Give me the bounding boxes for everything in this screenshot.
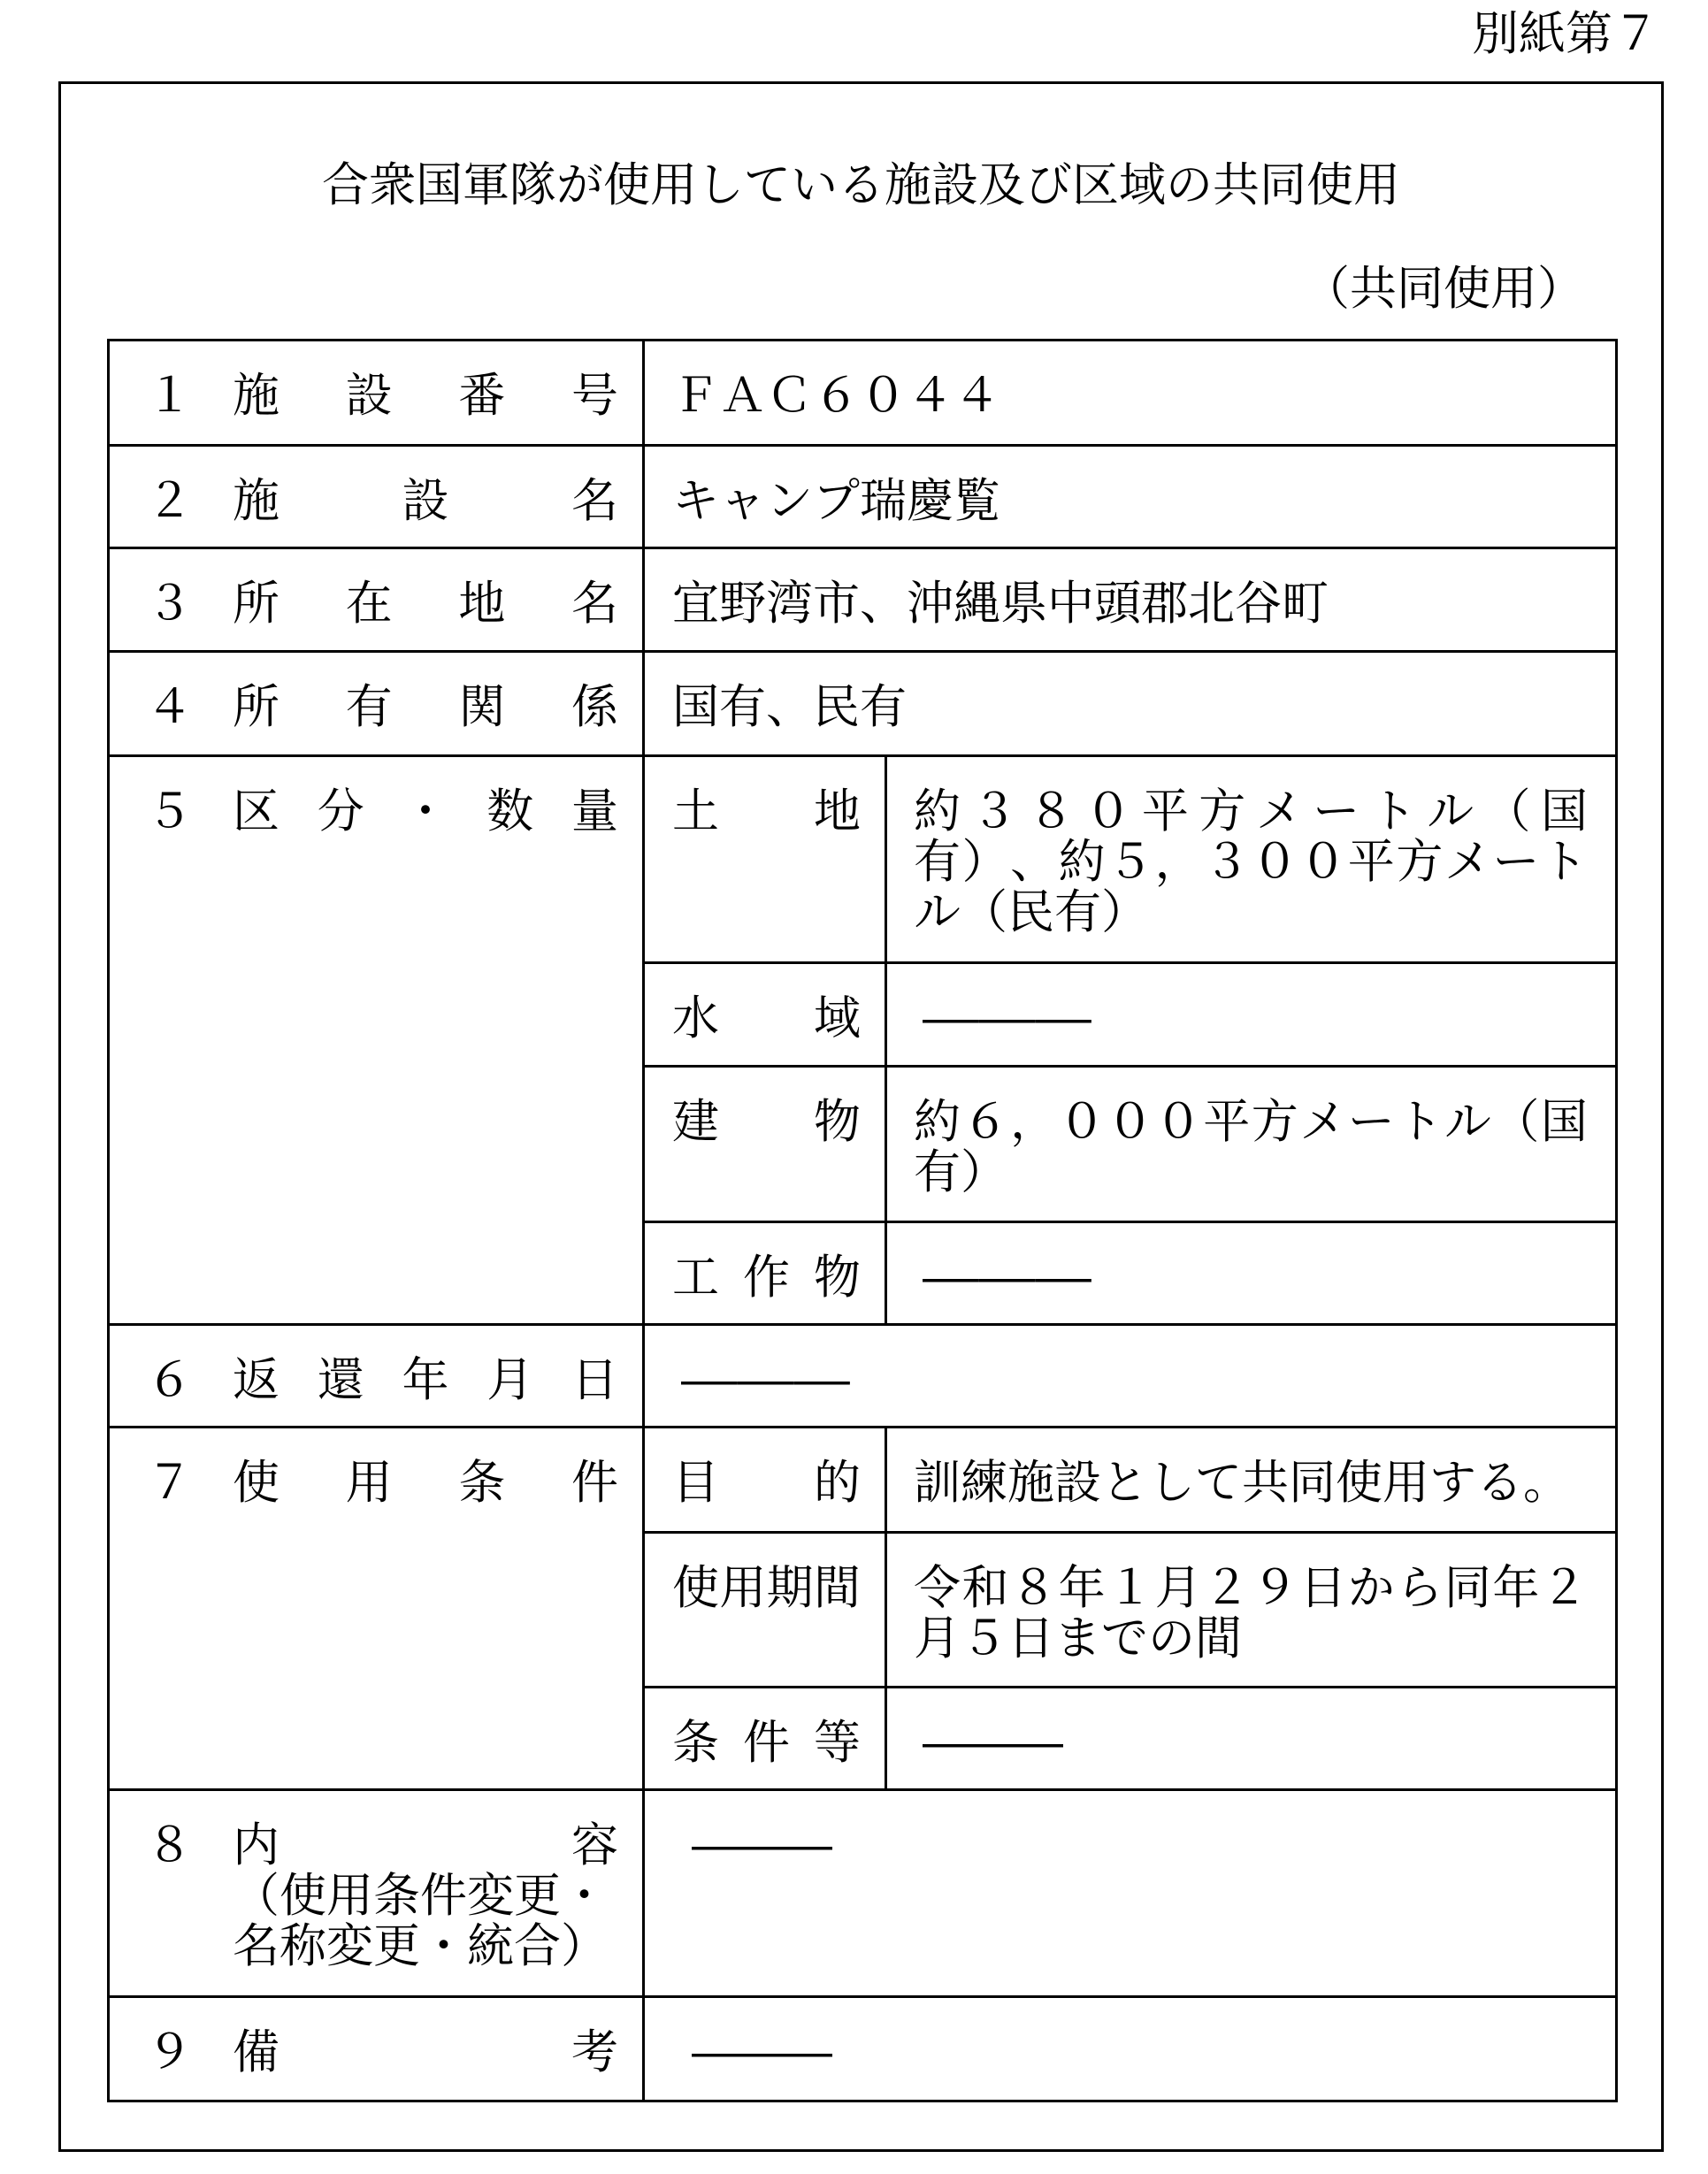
- purpose-label-cell: [644, 1428, 886, 1533]
- text-char: ・: [402, 785, 449, 838]
- text-char: メ: [1444, 835, 1491, 889]
- row-remarks: [109, 1997, 1617, 2101]
- text-char: 方: [1251, 1095, 1298, 1149]
- text-char: ル: [1444, 1095, 1491, 1149]
- text-char: 使: [672, 1561, 719, 1615]
- text-char: 間: [813, 1561, 861, 1615]
- land-value: [886, 756, 1617, 963]
- remarks-value: [644, 1997, 1617, 2101]
- value-line: 有）: [914, 1145, 1007, 1199]
- facility-name-value: キャンプ瑞慶覧: [644, 446, 1617, 548]
- none-dash: ―――: [923, 991, 1091, 1045]
- ownership-value: 国有、民有: [644, 652, 1617, 756]
- text-char: 平: [1203, 1095, 1251, 1149]
- attachment-label: 別紙第７: [1472, 7, 1659, 61]
- text-char: １: [1107, 1561, 1154, 1615]
- text-char: 約: [914, 785, 961, 838]
- text-char: 月: [1154, 1561, 1202, 1615]
- text-char: 地: [458, 577, 506, 631]
- location-label-cell: [109, 548, 644, 652]
- text-char: 数: [486, 785, 534, 838]
- period-value: [886, 1533, 1617, 1688]
- text-char: ３: [1203, 835, 1251, 889]
- text-char: ）: [961, 835, 1009, 889]
- text-char: ６: [961, 1095, 1009, 1149]
- return-date-value: [644, 1325, 1617, 1428]
- text-char: （: [1492, 1095, 1540, 1149]
- text-char: 件: [743, 1716, 790, 1770]
- text-char: ー: [1347, 1095, 1395, 1149]
- buildings-value: [886, 1067, 1617, 1222]
- text-char: ル: [1427, 785, 1474, 838]
- text-char: ー: [1313, 785, 1360, 838]
- text-char: ト: [1540, 835, 1588, 889]
- sub-label: [672, 786, 861, 837]
- text-char: ３: [970, 785, 1018, 838]
- item-label: [233, 578, 618, 629]
- text-char: 期: [766, 1561, 814, 1615]
- text-char: 国: [1540, 1095, 1588, 1149]
- text-char: 約: [914, 1095, 961, 1149]
- sub-label: [672, 1718, 861, 1768]
- text-char: 年: [1492, 1561, 1540, 1615]
- ownership-label-cell: [109, 652, 644, 756]
- text-char: 水: [672, 991, 719, 1045]
- item-number: ３: [146, 577, 193, 631]
- item-number: ５: [146, 785, 193, 838]
- text-char: ，: [1154, 835, 1202, 889]
- row-facility-number: [109, 341, 1617, 446]
- period-label-cell: [644, 1533, 886, 1688]
- text-char: 平: [1347, 835, 1395, 889]
- none-dash: ―――: [692, 1818, 832, 1872]
- text-char: ー: [1492, 835, 1540, 889]
- sub-label: [672, 1097, 861, 1147]
- item-number: ２: [146, 474, 193, 528]
- content-value: [644, 1790, 1617, 1997]
- item-label: [233, 682, 618, 732]
- text-char: 備: [233, 2025, 280, 2079]
- text-char: ０: [1299, 835, 1347, 889]
- value-line: [914, 1563, 1588, 1613]
- text-char: 年: [1058, 1561, 1106, 1615]
- sub-label: [672, 993, 861, 1044]
- none-dash: ―――: [692, 2025, 832, 2079]
- item-number: ７: [146, 1456, 193, 1510]
- text-char: ら: [1396, 1561, 1444, 1615]
- item-label: [233, 476, 618, 526]
- text-char: 物: [814, 1251, 861, 1305]
- content-label-cell: [109, 1790, 644, 1997]
- structures-label-cell: [644, 1222, 886, 1325]
- location-value: 宜野湾市、沖縄県中頭郡北谷町: [644, 548, 1617, 652]
- item-number: ４: [146, 680, 193, 734]
- text-char: か: [1347, 1561, 1395, 1615]
- sub-label: [672, 1252, 861, 1303]
- text-char: 令: [914, 1561, 961, 1615]
- row-conditions-purpose: [109, 1428, 1617, 1533]
- text-char: 、: [1010, 835, 1058, 889]
- text-char: 同: [1444, 1561, 1491, 1615]
- text-char: ８: [1027, 785, 1075, 838]
- item-label: [233, 371, 618, 421]
- document-subtitle: （共同使用）: [1303, 262, 1584, 316]
- text-char: 設: [345, 369, 393, 423]
- category-quantity-label-cell: [109, 756, 644, 1325]
- text-char: 用: [719, 1561, 767, 1615]
- facility-table: [107, 339, 1618, 2102]
- text-char: ０: [1251, 835, 1298, 889]
- text-char: 分: [317, 785, 364, 838]
- text-char: 的: [814, 1456, 861, 1510]
- text-char: 係: [571, 680, 618, 734]
- text-char: 工: [672, 1251, 719, 1305]
- conditions-label-cell: [109, 1428, 644, 1790]
- text-char: 地: [814, 785, 861, 838]
- text-char: 条: [672, 1716, 719, 1770]
- text-char: 施: [233, 369, 280, 423]
- text-char: ０: [1058, 1095, 1106, 1149]
- item-number: ９: [146, 2025, 193, 2079]
- text-char: 番: [458, 369, 506, 423]
- terms-label-cell: [644, 1688, 886, 1790]
- text-char: 名: [571, 577, 618, 631]
- text-char: 年: [402, 1353, 449, 1407]
- text-char: 平: [1141, 785, 1189, 838]
- text-char: 建: [672, 1095, 719, 1149]
- buildings-label-cell: [644, 1067, 886, 1222]
- text-char: 有: [914, 835, 961, 889]
- text-char: 和: [961, 1561, 1009, 1615]
- item-number: ８: [146, 1818, 193, 1872]
- text-char: 在: [345, 577, 393, 631]
- remarks-label-cell: [109, 1997, 644, 2101]
- text-char: 方: [1199, 785, 1246, 838]
- row-category-land: [109, 756, 1617, 963]
- text-char: ト: [1369, 785, 1417, 838]
- value-line: 月５日までの間: [914, 1611, 1242, 1665]
- value-line: [914, 1097, 1588, 1147]
- row-ownership: [109, 652, 1617, 756]
- item-label: [233, 2027, 618, 2078]
- text-char: 件: [571, 1456, 618, 1510]
- text-char: メ: [1255, 785, 1303, 838]
- text-char: ０: [1107, 1095, 1154, 1149]
- item-number: ６: [146, 1353, 193, 1407]
- text-char: 内: [233, 1818, 280, 1872]
- text-char: 使: [233, 1456, 280, 1510]
- text-char: 条: [458, 1456, 506, 1510]
- text-char: ト: [1396, 1095, 1444, 1149]
- text-char: 用: [345, 1456, 393, 1510]
- text-char: 考: [571, 2025, 618, 2079]
- water-area-value: [886, 963, 1617, 1067]
- text-char: 国: [1540, 785, 1588, 838]
- text-char: ９: [1251, 1561, 1298, 1615]
- purpose-value: [886, 1428, 1617, 1533]
- text-char: 月: [486, 1353, 534, 1407]
- text-char: 日: [571, 1353, 618, 1407]
- row-content: [109, 1790, 1617, 1997]
- text-char: 方: [1396, 835, 1444, 889]
- text-char: ０: [1154, 1095, 1202, 1149]
- row-facility-name: [109, 446, 1617, 548]
- text-char: 物: [814, 1095, 861, 1149]
- text-char: ８: [1010, 1561, 1058, 1615]
- text-char: ２: [1203, 1561, 1251, 1615]
- return-date-label-cell: [109, 1325, 644, 1428]
- none-dash: ―――: [923, 1251, 1091, 1305]
- text-char: 所: [233, 577, 280, 631]
- none-dash: ―――: [923, 1716, 1063, 1770]
- text-char: 有: [345, 680, 393, 734]
- text-char: 所: [233, 680, 280, 734]
- value-line: [914, 786, 1588, 837]
- item-label: [233, 1458, 618, 1508]
- text-char: 施: [233, 474, 280, 528]
- facility-name-label-cell: [109, 446, 644, 548]
- sub-label: [672, 1563, 861, 1613]
- text-char: 量: [571, 785, 618, 838]
- text-char: 等: [814, 1716, 861, 1770]
- value-line: ル（民有）: [914, 885, 1148, 939]
- water-area-label-cell: [644, 963, 886, 1067]
- item-label: [233, 1355, 618, 1405]
- text-char: ５: [1107, 835, 1154, 889]
- facility-number-value: ＦＡＣ６０４４: [644, 341, 1617, 446]
- text-char: 号: [571, 369, 618, 423]
- text-char: 関: [458, 680, 506, 734]
- value-line: [914, 837, 1588, 887]
- item-note-line: 名称変更・統合）: [233, 1919, 608, 1973]
- text-char: 目: [672, 1456, 719, 1510]
- land-label-cell: [644, 756, 886, 963]
- text-char: 日: [1299, 1561, 1347, 1615]
- text-char: 容: [571, 1818, 618, 1872]
- text-char: 域: [814, 991, 861, 1045]
- item-number: １: [146, 369, 193, 423]
- text-char: 約: [1058, 835, 1106, 889]
- text-char: 区: [233, 785, 280, 838]
- value-line: 訓練施設として共同使用する。: [914, 1456, 1570, 1510]
- text-char: ０: [1084, 785, 1132, 838]
- text-char: ２: [1540, 1561, 1588, 1615]
- text-char: 作: [743, 1251, 790, 1305]
- text-char: 返: [233, 1353, 280, 1407]
- row-location: [109, 548, 1617, 652]
- text-char: 還: [317, 1353, 364, 1407]
- item-note-line: （使用条件変更・: [233, 1869, 608, 1923]
- text-char: （: [1483, 785, 1531, 838]
- structures-value: [886, 1222, 1617, 1325]
- text-char: 土: [672, 785, 719, 838]
- text-char: 名: [571, 474, 618, 528]
- terms-value: [886, 1688, 1617, 1790]
- text-char: 設: [402, 474, 449, 528]
- item-label: [233, 1820, 618, 1871]
- document-title: 合衆国軍隊が使用している施設及び区域の共同使用: [322, 158, 1400, 212]
- text-char: メ: [1299, 1095, 1347, 1149]
- item-label: [233, 786, 618, 837]
- facility-number-label-cell: [109, 341, 644, 446]
- text-char: ，: [1010, 1095, 1058, 1149]
- sub-label: [672, 1458, 861, 1508]
- row-return-date: [109, 1325, 1617, 1428]
- none-dash: ―――: [681, 1353, 850, 1407]
